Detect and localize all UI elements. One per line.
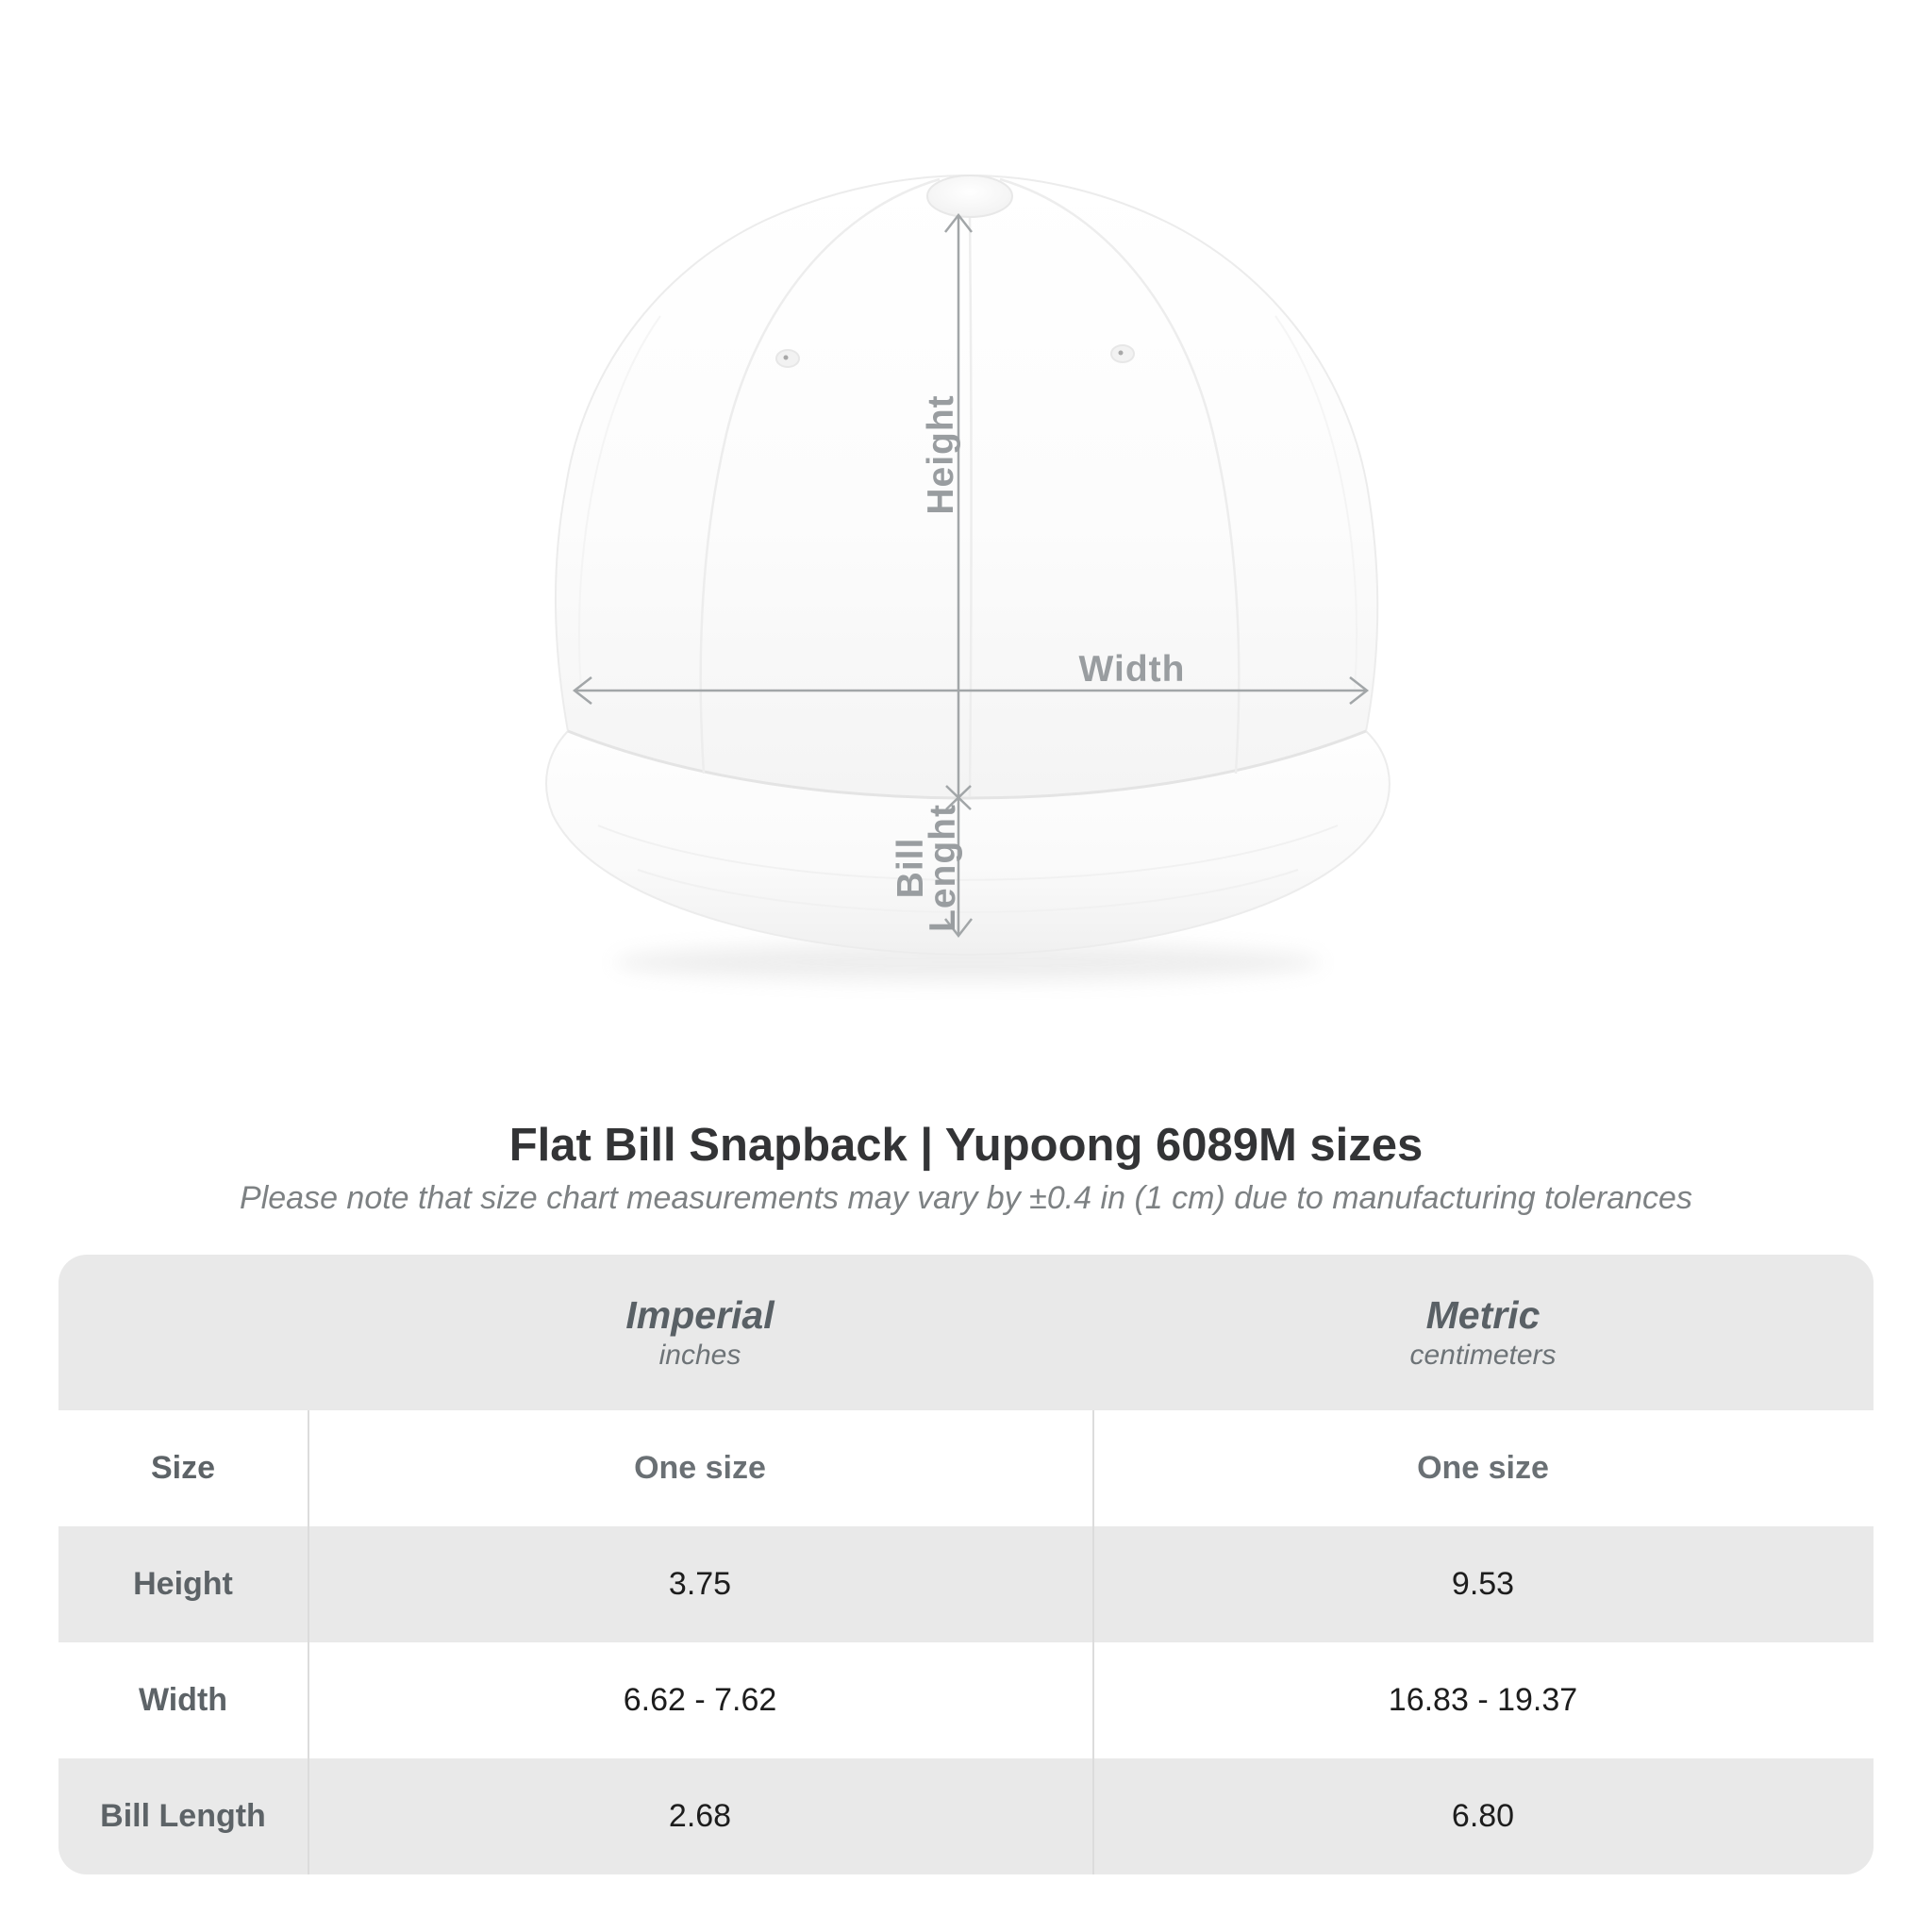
row-label: Size bbox=[150, 1450, 216, 1486]
table-row-bill-length bbox=[58, 1758, 1874, 1874]
size-table bbox=[58, 1255, 1874, 1874]
metric-unit-label: centimeters bbox=[1409, 1339, 1557, 1371]
column-separator bbox=[1092, 1410, 1094, 1874]
imperial-column-header bbox=[308, 1293, 1092, 1373]
page-subtitle: Please note that size chart measurements may vary by ±0.4 in (1 cm) due to manufacturing tolerances bbox=[240, 1180, 1692, 1216]
height-metric-value: 9.53 bbox=[1451, 1566, 1515, 1602]
table-row-width bbox=[58, 1642, 1874, 1758]
width-imperial-value: 6.62 - 7.62 bbox=[623, 1682, 777, 1718]
size-metric-value: One size bbox=[1417, 1450, 1549, 1486]
bill-length-imperial-value: 2.68 bbox=[668, 1798, 732, 1834]
left-eyelet bbox=[776, 350, 799, 367]
row-label: Height bbox=[133, 1566, 233, 1602]
row-label: Bill Length bbox=[100, 1798, 266, 1834]
page-title: Flat Bill Snapback | Yupoong 6089M sizes bbox=[508, 1120, 1424, 1171]
right-eyelet bbox=[1111, 345, 1134, 362]
table-row-size bbox=[58, 1410, 1874, 1526]
width-metric-value: 16.83 - 19.37 bbox=[1388, 1682, 1578, 1718]
heading-block bbox=[0, 1119, 1932, 1217]
table-row-height bbox=[58, 1526, 1874, 1642]
metric-column-header bbox=[1092, 1293, 1874, 1373]
hat-button bbox=[927, 175, 1012, 217]
height-measure-label: Height bbox=[921, 394, 961, 515]
bill-length-metric-value: 6.80 bbox=[1451, 1798, 1515, 1834]
svg-text:Lenght: Lenght bbox=[923, 804, 963, 932]
hat-crown bbox=[556, 175, 1377, 798]
size-imperial-value: One size bbox=[634, 1450, 766, 1486]
metric-label: Metric bbox=[1425, 1292, 1541, 1337]
width-measure-label: Width bbox=[1078, 649, 1186, 690]
imperial-label: Imperial bbox=[625, 1292, 774, 1337]
row-label: Width bbox=[138, 1682, 228, 1718]
size-table-header bbox=[58, 1255, 1874, 1410]
imperial-unit-label: inches bbox=[658, 1339, 741, 1371]
column-separator bbox=[308, 1410, 309, 1874]
hat-illustration bbox=[485, 123, 1447, 1000]
svg-text:Bill: Bill bbox=[891, 837, 931, 899]
height-imperial-value: 3.75 bbox=[668, 1566, 732, 1602]
